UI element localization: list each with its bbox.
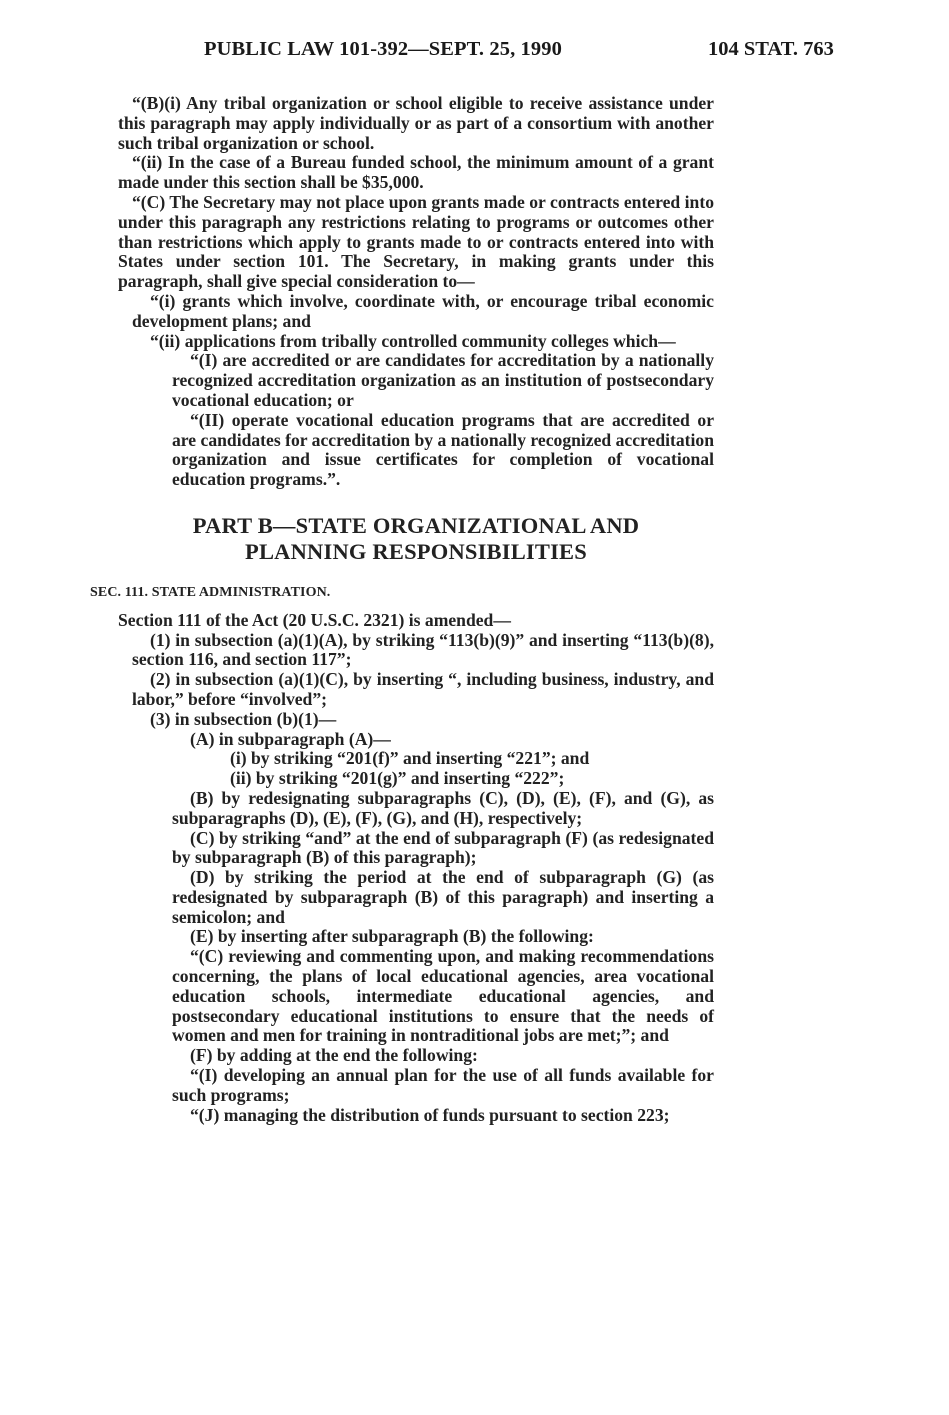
amendment-1: (1) in subsection (a)(1)(A), by striking “113(b)(9)” and inserting “113(b)(8), section 116, and section 117”;: [132, 629, 714, 670]
part-heading-line-1: PART B—STATE ORGANIZATIONAL AND: [192, 512, 640, 538]
page-header: [0, 38, 949, 72]
amendment-3-e: (E) by inserting after subparagraph (B) the following:: [190, 926, 594, 947]
amendment-3-d: (D) by striking the period at the end of subparagraph (G) (as redesignated by subparagraph (B) of this paragraph) and inserting a semicolon; and: [172, 867, 714, 927]
subclause-I-accredited: “(I) are accredited or are candidates for accreditation by a nationally recognized accreditation organization as an institution of postsecondary vocational education; or: [172, 350, 714, 410]
amendment-2: (2) in subsection (a)(1)(C), by inserting “, including business, industry, and labor,” before “involved”;: [132, 669, 714, 709]
page-body: [90, 93, 714, 1125]
amendment-3-a-i: (i) by striking “201(f)” and inserting “221”; and: [230, 748, 590, 769]
section-intro: Section 111 of the Act (20 U.S.C. 2321) is amended—: [118, 609, 511, 630]
amendment-3: (3) in subsection (b)(1)—: [150, 708, 337, 729]
inserted-subparagraph-c: “(C) reviewing and commenting upon, and making recommendations concerning, the plans of local educational agencies, area vocational education schools, intermediate educational agencies, and postsecondary educational institutions to ensure that the needs of women and men for training in nontraditional jobs are met;”; and: [172, 946, 714, 1046]
amendment-3-b: (B) by redesignating subparagraphs (C), (D), (E), (F), and (G), as subparagraphs (D), (E), (F), (G), and (H), respectively;: [172, 787, 714, 828]
amendment-3-a: (A) in subparagraph (A)—: [190, 728, 391, 749]
part-heading-line-2: PLANNING RESPONSIBILITIES: [245, 538, 587, 564]
subclause-II-operate: “(II) operate vocational education programs that are accredited or are candidates for accreditation by a nationally recognized accreditation organization and issue certificates for completion of vocational education programs.”.: [172, 409, 714, 490]
paragraph-c-restrictions: “(C) The Secretary may not place upon grants made or contracts entered into under this paragraph any restrictions relating to programs or outcomes other than restrictions which apply to grants made to or contracts entered into with States under section 101. The Secretary, in making grants under this paragraph, shall give special consideration to—: [118, 191, 714, 292]
statute-page-number: 104 STAT. 763: [708, 38, 834, 60]
amendment-3-c: (C) by striking “and” at the end of subparagraph (F) (as redesignated by subparagraph (B) of this paragraph);: [172, 827, 714, 868]
clause-i-grants: “(i) grants which involve, coordinate with, or encourage tribal economic development plans; and: [132, 290, 714, 331]
clause-ii-applications: “(ii) applications from tribally controlled community colleges which—: [150, 330, 676, 351]
paragraph-ii-minimum-grant: “(ii) In the case of a Bureau funded school, the minimum amount of a grant made under this section shall be $35,000.: [118, 152, 714, 193]
amendment-3-f: (F) by adding at the end the following:: [190, 1045, 478, 1066]
part-heading: [118, 513, 714, 565]
section-heading: SEC. 111. STATE ADMINISTRATION.: [90, 584, 331, 600]
running-title: PUBLIC LAW 101-392—SEPT. 25, 1990: [204, 38, 562, 60]
inserted-subparagraph-i: “(I) developing an annual plan for the use of all funds available for such programs;: [172, 1065, 714, 1105]
paragraph-b-i: “(B)(i) Any tribal organization or school eligible to receive assistance under this paragraph may apply individually or as part of a consortium with another such tribal organization or school.: [118, 93, 714, 153]
inserted-subparagraph-j: “(J) managing the distribution of funds pursuant to section 223;: [190, 1104, 670, 1125]
amendment-3-a-ii: (ii) by striking “201(g)” and inserting “222”;: [230, 768, 565, 789]
